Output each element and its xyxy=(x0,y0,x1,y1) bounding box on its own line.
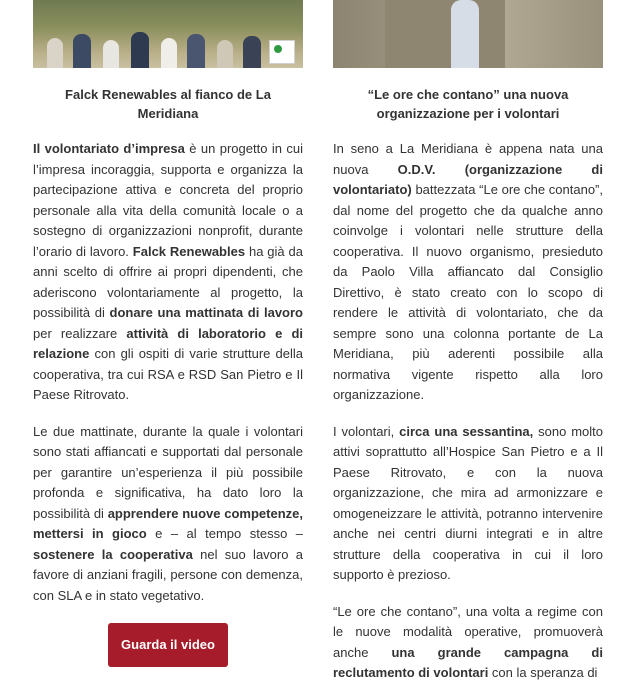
article-paragraph xyxy=(333,422,603,586)
volunteers-group-photo xyxy=(33,0,303,68)
building-photo xyxy=(333,0,603,68)
text-run: con gli ospiti di varie strutture della cooperativa, tra cui RSA e RSD San Pietro e Il Paese Ritrovato. xyxy=(33,346,303,402)
person-figure xyxy=(451,0,479,68)
person-figure xyxy=(73,34,91,68)
person-figure xyxy=(217,40,233,68)
text-run: In seno a La Meridiana è appena nata una nuova xyxy=(333,141,603,177)
right-article-title: “Le ore che contano” una nuova organizzazione per i volontari xyxy=(367,87,569,121)
article-paragraph xyxy=(333,139,603,406)
bold-text: Il volontariato d’impresa xyxy=(33,141,185,156)
text-run: Le due mattinate, durante la quale i volontari sono stati affiancati e supportati dal personale per garantire un’esperienza il più possibile profonda e significativa, ha dato loro la possibilità di xyxy=(33,423,303,521)
right-article xyxy=(333,0,603,684)
person-figure xyxy=(47,38,63,68)
left-article xyxy=(33,0,303,606)
text-run: con la speranza di xyxy=(488,665,598,680)
bold-text: una grande campagna di reclutamento di volontari xyxy=(333,644,603,680)
doorway xyxy=(385,0,505,68)
text-run: è un progetto in cui l’impresa incoraggia, supporta e organizza la partecipazione attiva e concreta del proprio personale alla vita della comunità locale o a sostegno di organizzazioni nonprofit, durante l’orario di lavoro. xyxy=(33,141,303,259)
right-article-body xyxy=(333,139,603,684)
article-paragraph xyxy=(33,422,303,607)
bold-text: donare una mattinata di lavoro xyxy=(109,305,303,320)
bold-text: Falck Renewables xyxy=(132,243,246,259)
text-run: nel suo lavoro a favore di anziani fragili, persone con demenza, con SLA e in stato vegetativo. xyxy=(33,546,303,603)
falck-logo-sign xyxy=(269,40,295,64)
bold-text: sostenere la cooperativa xyxy=(33,546,193,562)
bold-text: O.D.V. (organizzazione di volontariato) xyxy=(333,161,603,197)
person-figure xyxy=(131,32,149,68)
person-figure xyxy=(243,36,261,68)
bold-text: attività di laboratorio e di relazione xyxy=(33,325,303,361)
text-run: ha già da anni scelto di offrire ai propri dipendenti, che aderiscono volontariamente al progetto, la possibilità di xyxy=(33,243,303,320)
article-paragraph xyxy=(333,602,603,684)
bold-text: circa una sessantina, xyxy=(399,423,534,439)
person-figure xyxy=(161,38,177,68)
text-run: I volontari, xyxy=(333,423,400,439)
text-run: sono molto attivi soprattutto all’Hospice San Pietro e a Il Paese Ritrovato, e con la nuova organizzazione, che mira ad armonizzare e omogeneizzare le attività, potranno intervenire anche nei centri diurni integrati e in altre strutture della cooperativa in cui il loro supporto è prezioso. xyxy=(333,423,603,582)
text-run: “Le ore che contano”, una volta a regime con le nuove modalità operative, promuoverà anche xyxy=(333,603,603,660)
watch-video-button[interactable]: Guarda il video xyxy=(108,623,228,667)
text-run: per realizzare xyxy=(33,325,127,341)
article-paragraph xyxy=(33,139,303,406)
left-article-title: Falck Renewables al fianco de La Meridiana xyxy=(65,87,271,121)
left-article-body xyxy=(33,139,303,606)
text-run: battezzata “Le ore che contano”, dal nome del progetto che da qualche anno coinvolge i volontari nelle strutture della cooperativa. Il nuovo organismo, presieduto da Paolo Villa affiancato dal Consiglio Direttivo, è stato creato con lo scopo di rendere le attività di volontariato, che da sempre sono una colonna portante de La Meridiana, più aderenti possibile alla normativa vigente rispetto alla loro organizzazione. xyxy=(333,182,603,402)
person-figure xyxy=(103,40,119,68)
person-figure xyxy=(187,34,205,68)
text-run: e – al tempo stesso – xyxy=(146,526,303,541)
bold-text: apprendere nuove competenze, mettersi in gioco xyxy=(33,505,303,541)
